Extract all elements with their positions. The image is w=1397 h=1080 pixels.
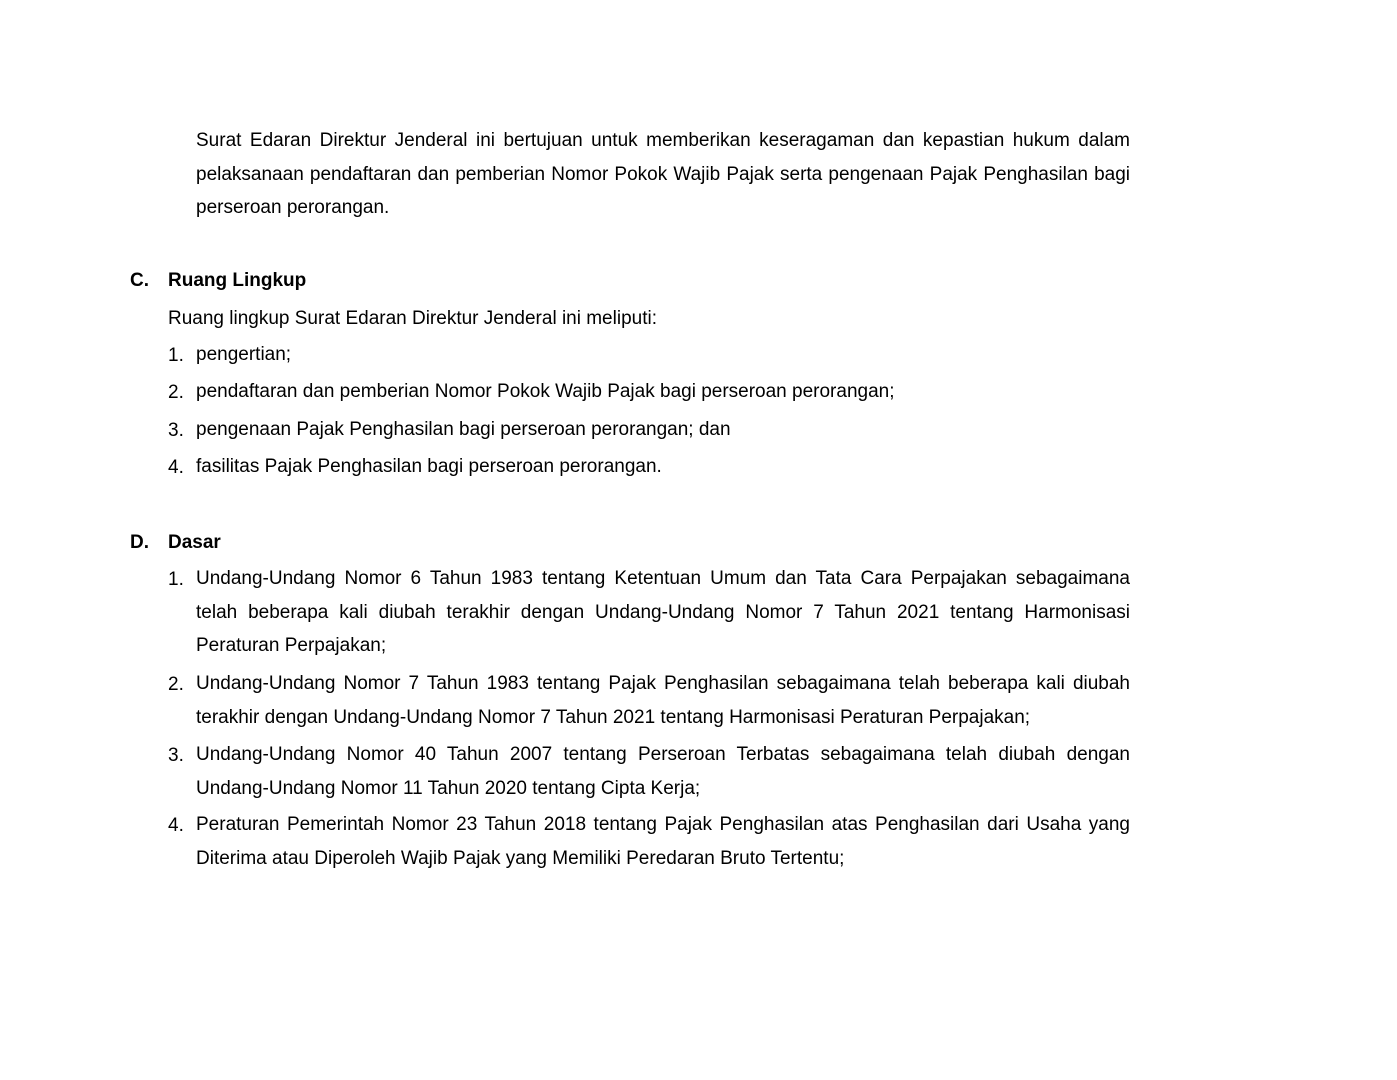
list-number: 1. [168,345,184,366]
list-item: Undang-Undang Nomor 7 Tahun 1983 tentang Pajak Penghasilan sebagaimana telah beberapa kali diubah terakhir dengan Undang-Undang Nomor 7 Tahun 2021 tentang Harmonisasi Peraturan Perpajakan; [196,673,1130,728]
list-item: Undang-Undang Nomor 6 Tahun 1983 tentang Ketentuan Umum dan Tata Cara Perpajakan sebagaimana telah beberapa kali diubah terakhir dengan Undang-Undang Nomor 7 Tahun 2021 tentang Harmonisasi Peraturan Perpajakan; [196,568,1130,656]
list-number: 2. [168,382,184,403]
section-c-lead: Ruang lingkup Surat Edaran Direktur Jenderal ini meliputi: [168,308,657,329]
list-number: 1. [168,569,184,590]
list-number: 4. [168,815,184,836]
list-item: pengenaan Pajak Penghasilan bagi perseroan perorangan; dan [196,419,731,440]
list-number: 4. [168,457,184,478]
list-item: Peraturan Pemerintah Nomor 23 Tahun 2018 tentang Pajak Penghasilan atas Penghasilan dari Usaha yang Diterima atau Diperoleh Wajib Pajak yang Memiliki Peredaran Bruto Tertentu; [196,814,1130,869]
list-item: pendaftaran dan pemberian Nomor Pokok Wajib Pajak bagi perseroan perorangan; [196,381,895,402]
list-number: 2. [168,674,184,695]
list-item: pengertian; [196,344,292,365]
list-number: 3. [168,745,184,766]
section-c-title: Ruang Lingkup [168,270,307,291]
section-d-title: Dasar [168,532,221,553]
list-item: Undang-Undang Nomor 40 Tahun 2007 tentang Perseroan Terbatas sebagaimana telah diubah dengan Undang-Undang Nomor 11 Tahun 2020 tentang Cipta Kerja; [196,744,1130,799]
intro-paragraph: Surat Edaran Direktur Jenderal ini bertujuan untuk memberikan keseragaman dan kepastian hukum dalam pelaksanaan pendaftaran dan pemberian Nomor Pokok Wajib Pajak serta pengenaan Pajak Penghasilan bagi perseroan perorangan. [196,130,1130,218]
section-c-letter: C. [130,270,149,291]
list-number: 3. [168,420,184,441]
list-item: fasilitas Pajak Penghasilan bagi perseroan perorangan. [196,456,662,477]
section-d-letter: D. [130,532,149,553]
